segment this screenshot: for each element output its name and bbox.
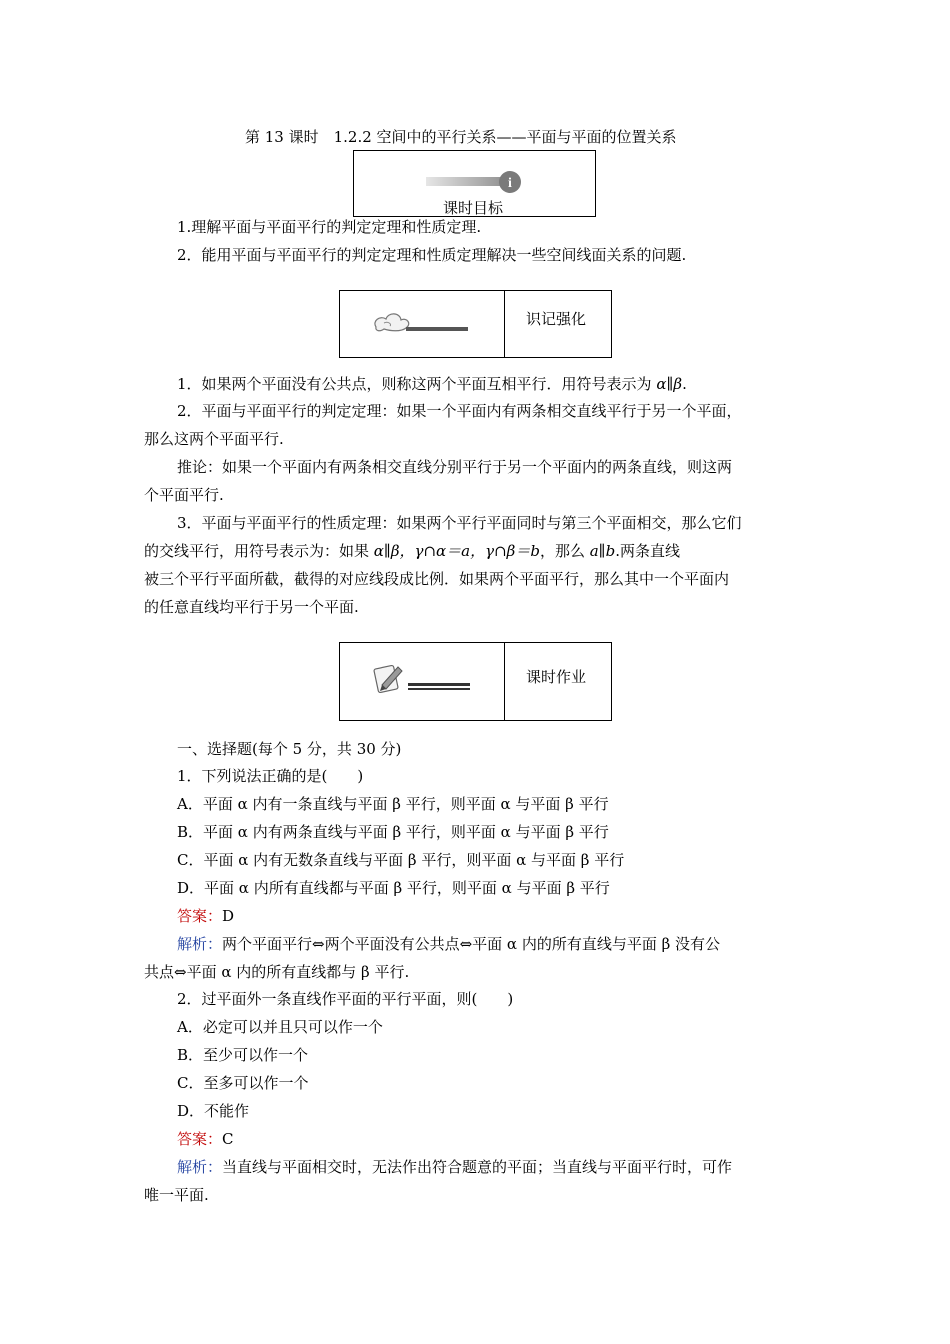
q1-analysis-line1: 解析：两个平面平行⇔两个平面没有公共点⇔平面 α 内的所有直线与平面 β 没有公: [177, 935, 721, 953]
pen-paper-icon: [370, 663, 475, 697]
memory-p4-line2: 的交线平行，用符号表示为：如果 α∥β，γ∩α＝a，γ∩β＝b，那么 a∥b.两条直线: [144, 542, 680, 560]
memory-p2-line2: 那么这两个平面平行.: [144, 430, 284, 448]
homework-box-label: 课时作业: [526, 668, 587, 686]
homework-box: [339, 642, 612, 721]
section-heading: 一、选择题(每个 5 分，共 30 分): [177, 740, 402, 758]
q2-stem: 2．过平面外一条直线作平面的平行平面，则( ): [177, 990, 514, 1008]
memory-p4-line3: 被三个平行平面所截，截得的对应线段成比例．如果两个平面平行，那么其中一个平面内: [144, 570, 730, 588]
memory-p4-line1: 3．平面与平面平行的性质定理：如果两个平行平面同时与第三个平面相交，那么它们: [177, 514, 742, 532]
memory-p1: 1．如果两个平面没有公共点，则称这两个平面互相平行．用符号表示为 α∥β.: [177, 375, 687, 393]
q2-answer: 答案：C: [177, 1130, 234, 1148]
svg-text:i: i: [508, 176, 512, 191]
q1-option-a: A．平面 α 内有一条直线与平面 β 平行，则平面 α 与平面 β 平行: [177, 795, 609, 813]
goal-box-label: 课时目标: [443, 199, 504, 217]
cloud-icon: [370, 309, 475, 339]
q1-option-c: C．平面 α 内有无数条直线与平面 β 平行，则平面 α 与平面 β 平行: [177, 851, 625, 869]
memory-p3-line2: 个平面平行.: [144, 486, 224, 504]
goal-1: 1.理解平面与平面平行的判定定理和性质定理.: [177, 218, 482, 236]
q1-stem: 1．下列说法正确的是( ): [177, 767, 364, 785]
page-title: 第 13 课时 1.2.2 空间中的平行关系——平面与平面的位置关系: [245, 128, 677, 146]
goal-box: [353, 150, 596, 217]
q2-option-b: B．至少可以作一个: [177, 1046, 309, 1064]
q1-answer: 答案：D: [177, 907, 235, 925]
q1-analysis-line2: 共点⇔平面 α 内的所有直线都与 β 平行.: [144, 963, 410, 981]
memory-p2-line1: 2．平面与平面平行的判定定理：如果一个平面内有两条相交直线平行于另一个平面，: [177, 402, 742, 420]
q2-option-c: C．至多可以作一个: [177, 1074, 309, 1092]
memory-box: [339, 290, 612, 358]
memory-p4-line4: 的任意直线均平行于另一个平面.: [144, 598, 359, 616]
q2-analysis-line1: 解析：当直线与平面相交时，无法作出符合题意的平面；当直线与平面平行时，可作: [177, 1158, 733, 1176]
q2-option-a: A．必定可以并且只可以作一个: [177, 1018, 383, 1036]
q1-option-b: B．平面 α 内有两条直线与平面 β 平行，则平面 α 与平面 β 平行: [177, 823, 609, 841]
q2-analysis-line2: 唯一平面.: [144, 1186, 209, 1204]
q2-option-d: D．不能作: [177, 1102, 250, 1120]
memory-p3-line1: 推论：如果一个平面内有两条相交直线分别平行于另一个平面内的两条直线，则这两: [177, 458, 733, 476]
q1-option-d: D．平面 α 内所有直线都与平面 β 平行，则平面 α 与平面 β 平行: [177, 879, 610, 897]
goal-2: 2．能用平面与平面平行的判定定理和性质定理解决一些空间线面关系的问题.: [177, 246, 687, 264]
info-icon: [424, 169, 524, 195]
memory-box-label: 识记强化: [526, 310, 587, 328]
